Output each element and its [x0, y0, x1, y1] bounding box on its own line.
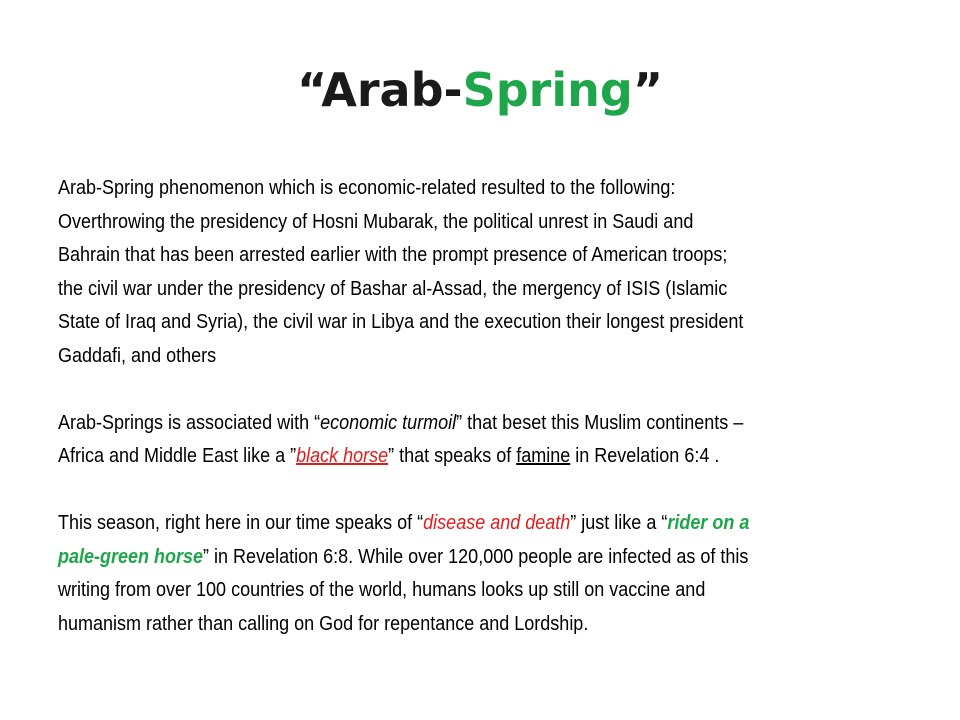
title-arab: Arab- — [321, 63, 463, 117]
paragraph-spacer — [58, 373, 778, 407]
paragraph-1-line: Overthrowing the presidency of Hosni Mubarak, the political unrest in Saudi and — [58, 210, 694, 233]
pale-green-horse-emphasis: pale-green horse — [58, 545, 204, 568]
title-close-quote: ” — [632, 63, 664, 117]
paragraph-2-line — [58, 407, 778, 441]
paragraph-spacer — [58, 474, 778, 508]
text-run: Arab-Springs is associated with “ — [58, 411, 321, 434]
paragraph-3-line: writing from over 100 countries of the world, humans looks up still on vaccine and — [58, 579, 706, 601]
paragraph-1-line: Arab-Spring phenomenon which is economic-related resulted to the following: — [58, 177, 676, 199]
text-run: in Revelation 6:4 . — [570, 445, 720, 467]
paragraph-3 — [58, 507, 778, 641]
paragraph-1-line: Gaddafi, and others — [58, 344, 217, 367]
rider-emphasis: rider on a — [667, 512, 750, 534]
slide-body — [58, 172, 778, 641]
paragraph-1-line: State of Iraq and Syria), the civil war in Libya and the execution their longest president — [58, 311, 744, 333]
slide-title — [0, 60, 960, 120]
paragraph-1 — [58, 172, 778, 373]
paragraph-2-line — [58, 440, 778, 474]
paragraph-2 — [58, 407, 778, 474]
famine-underlined: famine — [516, 445, 571, 467]
paragraph-3-line: humanism rather than calling on God for repentance and Lordship. — [58, 612, 589, 635]
title-spring: Spring — [462, 63, 633, 117]
black-horse-emphasis: black horse — [296, 445, 389, 467]
paragraph-1-line: Bahrain that has been arrested earlier with the prompt presence of American troops; — [58, 244, 728, 266]
economic-turmoil-emphasis: economic turmoil — [320, 411, 457, 434]
text-run: This season, right here in our time speaks of “ — [58, 512, 424, 534]
title-open-quote: “ — [296, 63, 322, 117]
text-run: Africa and Middle East like a ” — [58, 445, 297, 467]
text-run: ” in Revelation 6:8. While over 120,000 people are infected as of this — [203, 545, 749, 568]
paragraph-3-line — [58, 507, 778, 541]
disease-and-death-emphasis: disease and death — [423, 512, 571, 534]
text-run: ” that beset this Muslim continents – — [456, 411, 744, 434]
text-run: ” that speaks of — [388, 445, 517, 467]
paragraph-3-line — [58, 541, 778, 575]
paragraph-1-line: the civil war under the presidency of Bashar al-Assad, the mergency of ISIS (Islamic — [58, 277, 728, 300]
text-run: ” just like a “ — [570, 512, 668, 534]
